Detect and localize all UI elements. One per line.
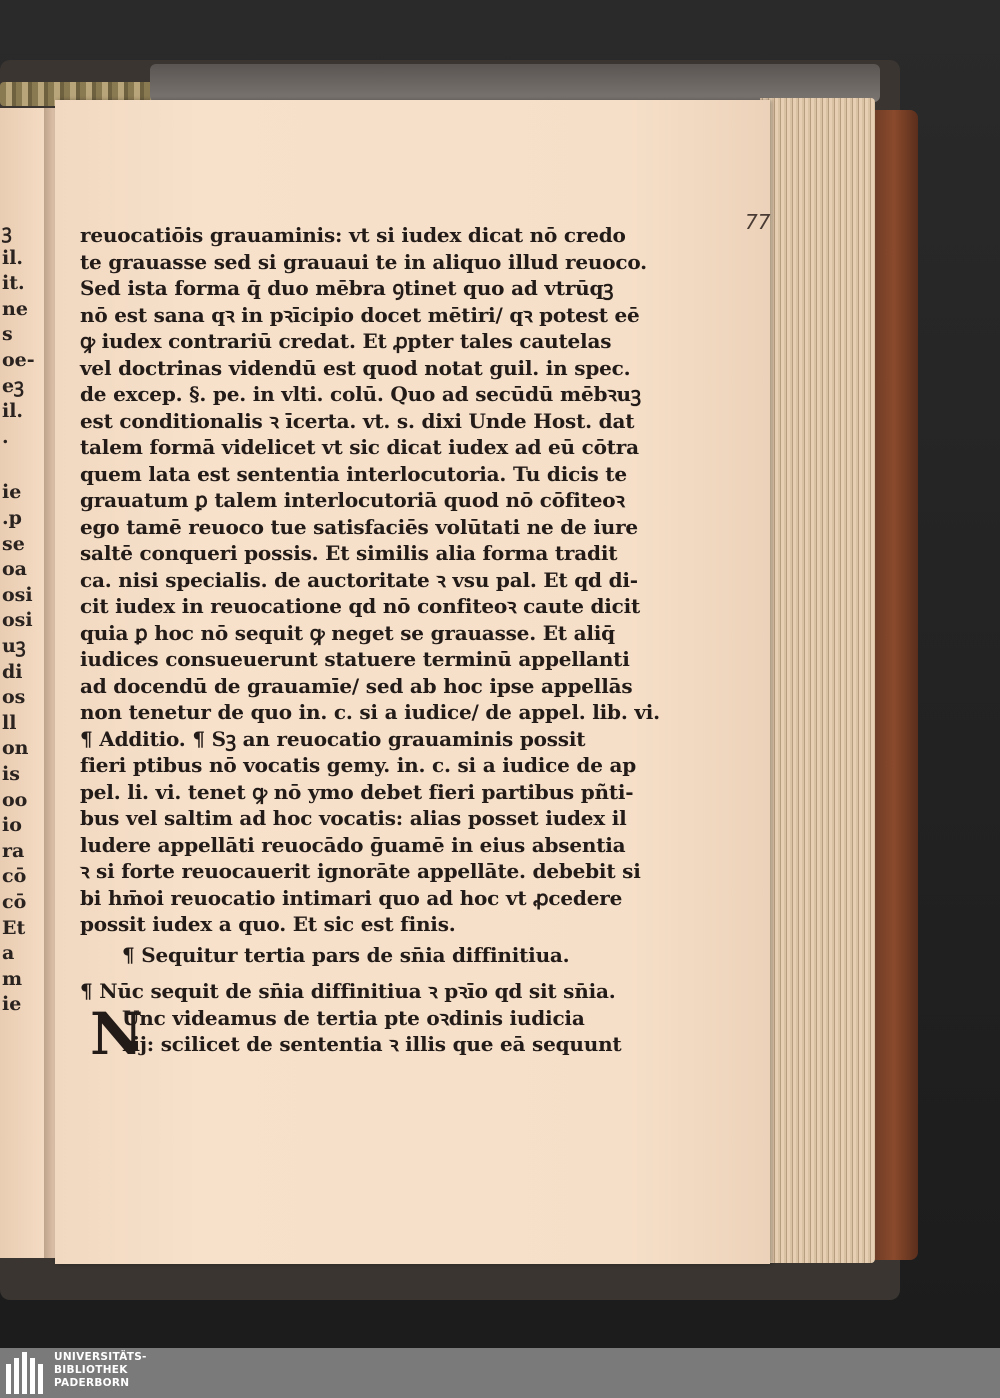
left-page-fragment: ie — [2, 993, 22, 1016]
text-line: ¶ Additio. ¶ Sꝫ an reuocatio grauaminis possit — [80, 726, 586, 751]
text-line: quia ꝑ hoc nō sequit ꝙ neget se grauasse. Et aliq̄ — [80, 620, 615, 645]
text-line: fieri ptibus nō vocatis gemy. in. c. si a iudice de ap — [80, 753, 637, 777]
text-line: iudices consueuerunt statuere terminū appellanti — [80, 647, 630, 671]
left-page — [0, 108, 48, 1258]
left-page-fragment: ne — [2, 297, 28, 320]
left-page-fragment: . — [2, 425, 9, 448]
text-line: est conditionalis ꝛ īcerta. vt. s. dixi Unde Host. dat — [80, 408, 635, 433]
left-page-fragment: it. — [2, 272, 25, 295]
text-line: rij: scilicet de sententia ꝛ illis que eā sequunt — [122, 1032, 622, 1056]
library-name-line: PADERBORN — [54, 1377, 130, 1389]
spine-top — [150, 64, 880, 102]
text-block — [80, 222, 660, 1058]
text-line: grauatum ꝑ talem interlocutoriā quod nō cōfiteoꝛ — [80, 488, 625, 512]
left-page-fragment: eꝫ — [2, 374, 24, 397]
left-page-fragment: ꝫ — [2, 221, 12, 243]
text-line: Sed ista forma q̄ duo mēbra ꝯtinet quo ad vtrūqꝫ — [80, 276, 614, 300]
text-line: de excep. §. pe. in vlti. colū. Quo ad secūdū mēbꝛuꝫ — [80, 382, 641, 406]
left-page-fragment: m — [2, 967, 23, 990]
section-heading: ¶ Sequitur tertia pars de sn̄ia diffinitiua. — [122, 942, 570, 967]
left-page-fragment: oa — [2, 558, 27, 581]
leather-binding-edge — [870, 110, 918, 1260]
left-page-fragment: il. — [2, 246, 24, 269]
text-line: vel doctrinas videndū est quod notat guil. in spec. — [80, 355, 631, 380]
left-page-fragment: on — [2, 737, 29, 760]
text-line: Unc videamus de tertia pte oꝛdinis iudicia — [122, 1005, 585, 1030]
left-page-fragment: osi — [2, 609, 33, 632]
left-page-fragment: io — [2, 814, 22, 837]
text-line: nō est sana qꝛ in pꝛīcipio docet mētiri/ qꝛ potest eē — [80, 302, 640, 327]
left-page-fragment: di — [2, 660, 23, 683]
text-line: non tenetur de quo in. c. si a iudice/ de appel. lib. vi. — [80, 700, 660, 724]
left-page-fragment: cō — [2, 891, 27, 913]
text-line: pel. li. vi. tenet ꝙ nō ymo debet fieri partibus pñti- — [80, 779, 634, 804]
library-footer — [0, 1348, 1000, 1398]
left-page-fragment: oe- — [2, 349, 35, 371]
library-name — [54, 1351, 147, 1390]
text-line: talem formā videlicet vt sic dicat iudex ad eū cōtra — [80, 435, 639, 459]
left-page-fragment: osi — [2, 583, 33, 606]
text-line: ꝙ iudex contrariū credat. Et ꝓpter tales cautelas — [80, 329, 612, 353]
left-page-fragment: uꝫ — [2, 635, 26, 657]
folio-number: 77 — [745, 210, 771, 234]
left-page-fragment: se — [2, 532, 25, 555]
text-line: quem lata est sententia interlocutoria. Tu dicis te — [80, 461, 627, 486]
left-page-fragment: ll — [2, 711, 17, 734]
library-name-line: UNIVERSITÄTS- — [54, 1351, 147, 1363]
left-page-fragment: s — [2, 323, 13, 346]
left-page-fragment: il. — [2, 400, 24, 423]
decorated-initial: N — [90, 1000, 144, 1068]
text-line: saltē conqueri possis. Et similis alia forma tradit — [80, 541, 618, 565]
subheading: ¶ Nūc sequit de sn̄ia diffinitiua ꝛ pꝛīo qd sit sn̄ia. — [80, 979, 616, 1003]
text-line: ego tamē reuoco tue satisfaciēs volūtati ne de iure — [80, 514, 638, 539]
text-line: cit iudex in reuocatione qd nō confiteoꝛ caute dicit — [80, 594, 641, 618]
text-line: ludere appellāti reuocādo ḡuamē in eius absentia — [80, 832, 626, 857]
left-page-fragment: ra — [2, 839, 25, 862]
text-line: ad docendū de grauamīe/ sed ab hoc ipse appellās — [80, 673, 633, 698]
left-page-fragment: a — [2, 942, 15, 965]
text-line: bus vel saltim ad hoc vocatis: alias posset iudex il — [80, 806, 627, 830]
text-line: ca. nisi specialis. de auctoritate ꝛ vsu pal. Et qd di- — [80, 567, 638, 592]
left-page-fragment: os — [2, 686, 26, 709]
text-line: ꝛ si forte reuocauerit ignorāte appellāte. debebit si — [80, 859, 641, 883]
left-page-fragment: ie — [2, 481, 22, 504]
left-page-fragment: oo — [2, 788, 28, 811]
text-line: bi hm̄oi reuocatio intimari quo ad hoc vt ꝓcedere — [80, 885, 623, 910]
left-page-fragment: is — [2, 763, 20, 785]
text-line: reuocatiōis grauaminis: vt si iudex dicat nō credo — [80, 223, 626, 247]
left-page-fragment: cō — [2, 865, 27, 888]
left-page-fragment: Et — [2, 916, 26, 939]
library-logo-icon — [6, 1352, 46, 1394]
text-line: possit iudex a quo. Et sic est finis. — [80, 912, 456, 936]
page-fore-edge — [760, 98, 875, 1263]
left-page-fragment: .p — [2, 507, 22, 529]
text-line: te grauasse sed si grauaui te in aliquo illud reuoco. — [80, 249, 647, 274]
library-name-line: BIBLIOTHEK — [54, 1364, 128, 1376]
